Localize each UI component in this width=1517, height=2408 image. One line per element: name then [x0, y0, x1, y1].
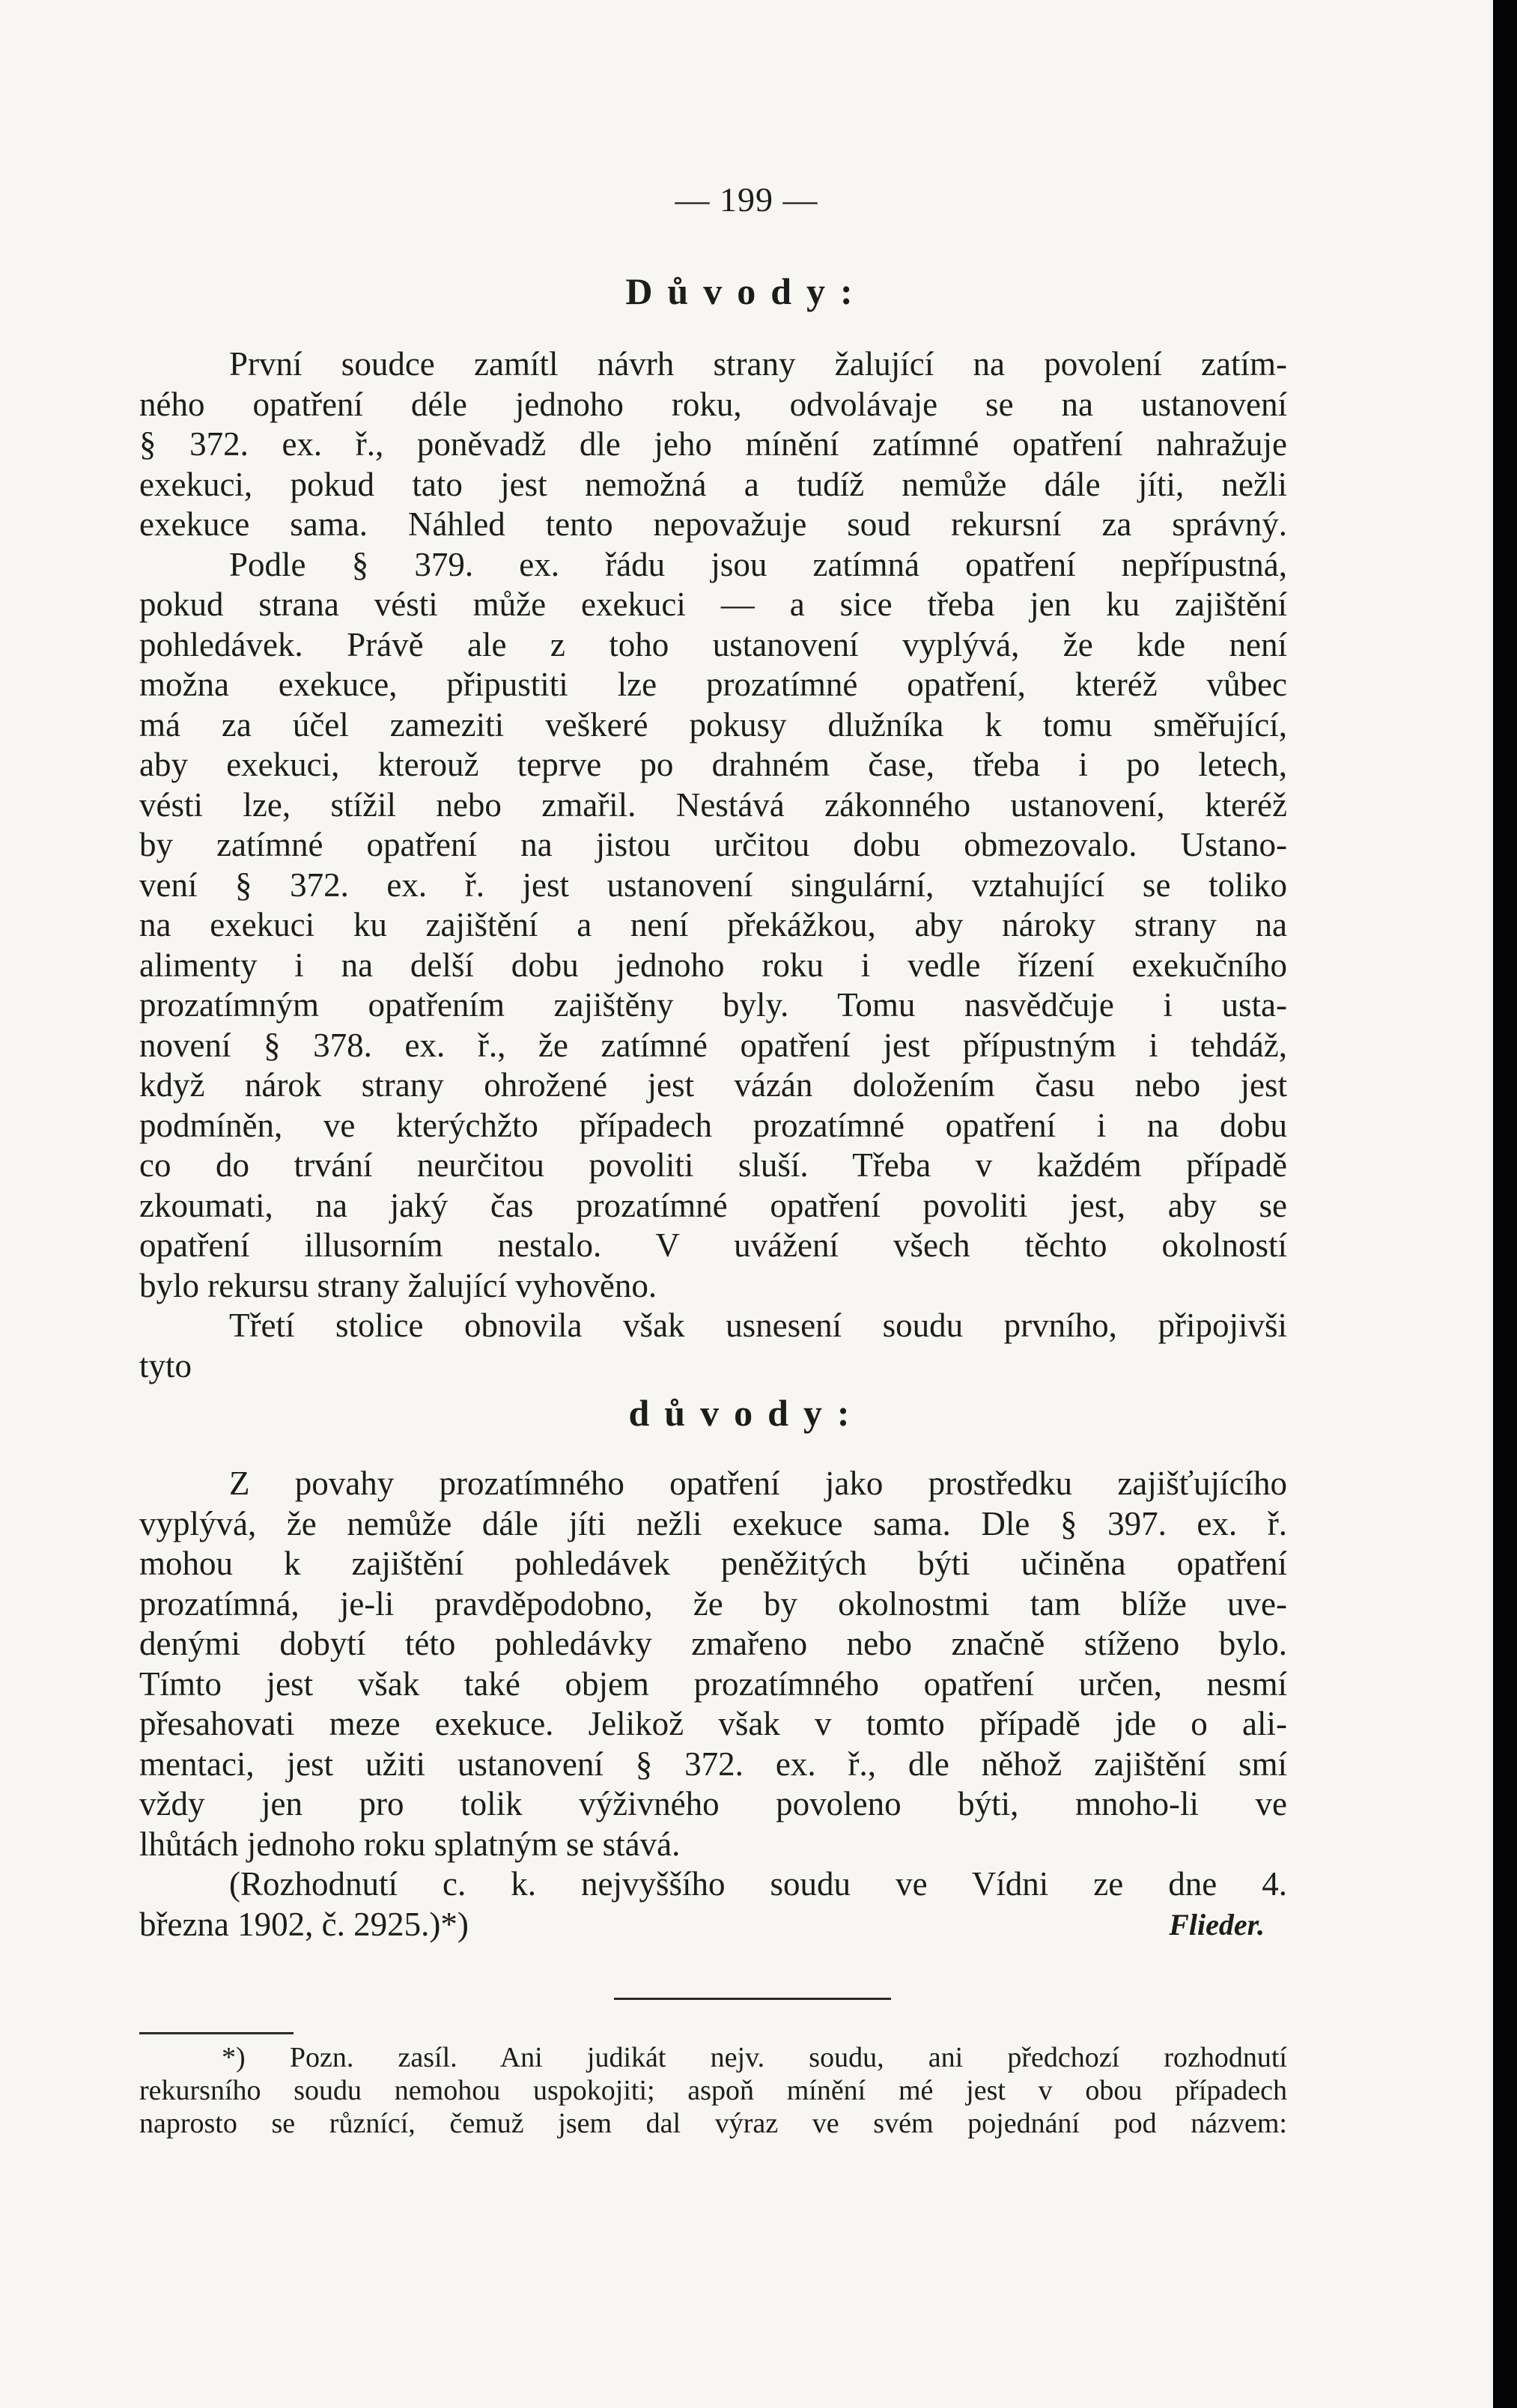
paragraph-block-second [139, 1464, 1287, 1945]
text-line: mentaci, jest užiti ustanovení § 372. ex. ř., dle něhož zajištění smí [139, 1745, 1287, 1783]
footnote-rule [139, 2032, 294, 2034]
text-line: možna exekuce, připustiti lze prozatímné opatření, kteréž vůbec [139, 666, 1287, 703]
text-line: exekuce sama. Náhled tento nepovažuje soud rekursní za správný. [139, 505, 1287, 543]
text-line: Z povahy prozatímného opatření jako prostředku zajišťujícího [229, 1465, 1287, 1502]
page-number: — 199 — [675, 180, 818, 219]
text-line: pokud strana vésti může exekuci — a sice třeba jen ku zajištění [139, 586, 1287, 623]
text-line: Třetí stolice obnovila však usnesení soudu prvního, připojivši [229, 1307, 1287, 1344]
text-line: ného opatření déle jednoho roku, odvolávaje se na ustanovení [139, 385, 1287, 423]
text-line: co do trvání neurčitou povoliti sluší. Třeba v každém případě [139, 1146, 1287, 1184]
text-line: exekuci, pokud tato jest nemožná a tudíž nemůže dále jíti, nežli [139, 465, 1287, 503]
text-line: opatření illusorním nestalo. V uvážení všech těchto okolností [139, 1226, 1287, 1264]
text-line: (Rozhodnutí c. k. nejvyššího soudu ve Vídni ze dne 4. [229, 1865, 1287, 1903]
text-line: mohou k zajištění pohledávek peněžitých býti učiněna opatření [139, 1545, 1287, 1582]
text-line: by zatímné opatření na jistou určitou dobu obmezovalo. Ustano- [139, 826, 1287, 863]
heading-duvody: Důvody: [625, 270, 868, 312]
text-line: zkoumati, na jaký čas prozatímné opatření povoliti jest, aby se [139, 1186, 1287, 1224]
text-line: prozatímným opatřením zajištěny byly. Tomu nasvědčuje i usta- [139, 986, 1287, 1024]
text-line: novení § 378. ex. ř., že zatímné opatření jest přípustným i tehdáž, [139, 1026, 1287, 1064]
text-line: denými dobytí této pohledávky zmařeno nebo značně stíženo bylo. [139, 1625, 1287, 1662]
footnote-line: *) Pozn. zasíl. Ani judikát nejv. soudu, ani předchozí rozhodnutí [222, 2042, 1287, 2073]
footnote [139, 2041, 1287, 2140]
text-line: lhůtách jednoho roku splatným se stává. [139, 1825, 681, 1863]
text-line: Podle § 379. ex. řádu jsou zatímná opatření nepřípustná, [229, 545, 1287, 583]
text-line: bylo rekursu strany žalující vyhověno. [139, 1266, 657, 1304]
text-line: tyto [139, 1346, 192, 1384]
footnote-line: rekursního soudu nemohou uspokojiti; aspoň mínění mé jest v obou případech [139, 2075, 1287, 2106]
paragraph-block-first [139, 344, 1287, 1386]
text-line: První soudce zamítl návrh strany žalující na povolení zatím- [229, 345, 1287, 383]
footnote-line: naprosto se různící, čemuž jsem dal výraz ve svém pojednání pod názvem: [139, 2108, 1287, 2139]
text-line: když nárok strany ohrožené jest vázán doložením času nebo jest [139, 1066, 1287, 1104]
text-line: na exekuci ku zajištění a není překážkou, aby nároky strany na [139, 906, 1287, 943]
text-line: má za účel zameziti veškeré pokusy dlužníka k tomu směřující, [139, 705, 1287, 744]
section-divider [614, 1998, 891, 2000]
text-line: vení § 372. ex. ř. jest ustanovení singulární, vztahující se toliko [139, 866, 1287, 904]
heading-duvody-second: důvody: [628, 1392, 865, 1434]
text-line: § 372. ex. ř., poněvadž dle jeho mínění zatímné opatření nahražuje [139, 425, 1287, 463]
text-line: března 1902, č. 2925.)*) [139, 1905, 469, 1943]
text-line: vždy jen pro tolik výživného povoleno býti, mnoho-li ve [139, 1785, 1287, 1822]
text-line: prozatímná, je-li pravděpodobno, že by okolnostmi tam blíže uve- [139, 1584, 1287, 1623]
text-line: aby exekuci, kterouž teprve po drahném čase, třeba i po letech, [139, 746, 1287, 783]
scan-border [1493, 0, 1517, 2408]
text-line: vésti lze, stížil nebo zmařil. Nestává zákonného ustanovení, kteréž [139, 785, 1287, 824]
text-line-with-signature [139, 1905, 1287, 1945]
text-line: podmíněn, ve kterýchžto případech prozatímné opatření i na dobu [139, 1106, 1287, 1144]
text-line: vyplývá, že nemůže dále jíti nežli exekuce sama. Dle § 397. ex. ř. [139, 1504, 1287, 1542]
text-line: pohledávek. Právě ale z toho ustanovení vyplývá, že kde není [139, 625, 1287, 663]
text-line: alimenty i na delší dobu jednoho roku i vedle řízení exekučního [139, 946, 1287, 984]
signature: Flieder. [1169, 1907, 1265, 1942]
text-line: přesahovati meze exekuce. Jelikož však v tomto případě jde o ali- [139, 1705, 1287, 1742]
text-line: Tímto jest však také objem prozatímného opatření určen, nesmí [139, 1664, 1287, 1703]
